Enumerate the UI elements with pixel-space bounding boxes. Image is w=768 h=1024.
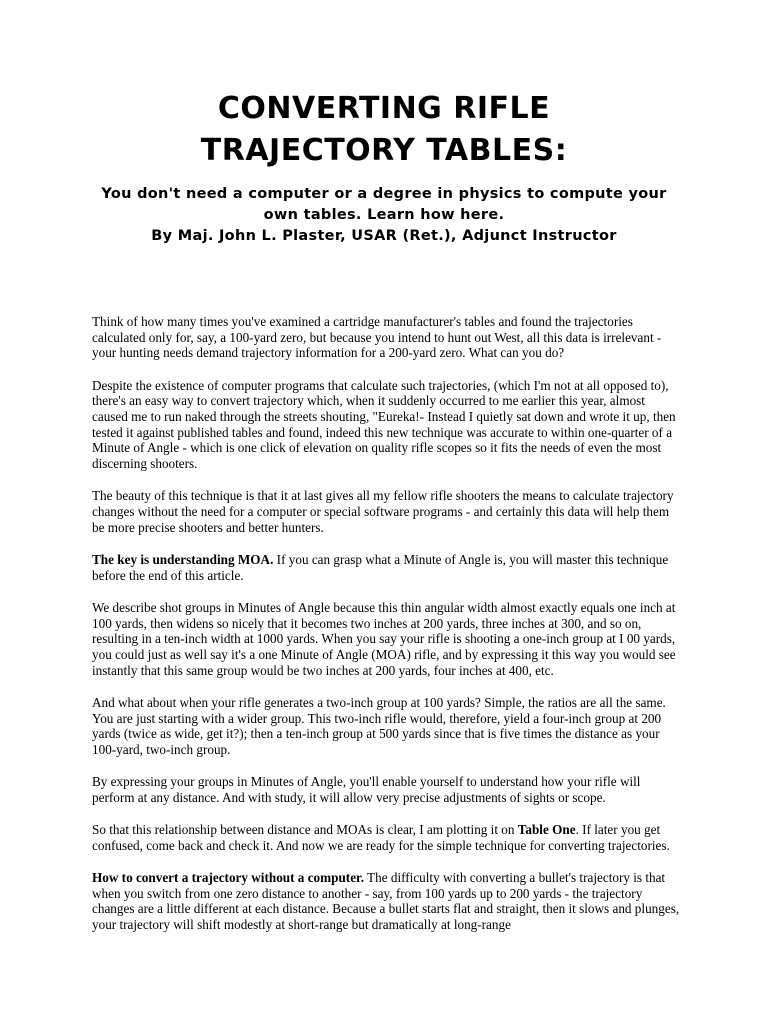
paragraph-9 xyxy=(92,870,680,933)
article-subtitle xyxy=(80,184,688,247)
paragraph-5: We describe shot groups in Minutes of Angle because this thin angular width almost exactly equals one inch at 100 yards, then widens so nicely that it becomes two inches at 200 yards, three inches at 300, and so on, resulting in a ten-inch width at 1000 yards. When you say your rifle is shooting a one-inch group at I 00 yards, you could just as well say it's a one Minute of Angle (MOA) rifle, and by expressing it this way you would see instantly that this same group would be two inches at 200 yards, four inches at 400, etc. xyxy=(92,599,676,678)
article-body xyxy=(92,314,680,949)
paragraph-1: Think of how many times you've examined a cartridge manufacturer's tables and found the trajectories calculated only for, say, a 100-yard zero, but because you intend to hunt out West, all this data is irrelevant - your hunting needs demand trajectory information for a 200-yard zero. What can you do? xyxy=(92,314,662,361)
title-line-1: CONVERTING RIFLE xyxy=(217,91,551,126)
paragraph-8-text-a: So that this relationship between distance and MOAs is clear, I am plotting it on xyxy=(92,822,518,838)
paragraph-9-lead: How to convert a trajectory without a computer. xyxy=(92,869,364,885)
author-byline: By Maj. John L. Plaster, USAR (Ret.), Adjunct Instructor xyxy=(151,228,617,244)
paragraph-9-text: The difficulty with converting a bullet's trajectory is that when you switch from one zero distance to another - say, from 100 yards up to 200 yards - the trajectory changes are a little different at each distance. Because a bullet starts flat and straight, then it slows and plunges, your trajectory will shift modestly at short-range but dramatically at long-range xyxy=(92,869,680,933)
paragraph-3: The beauty of this technique is that it at last gives all my fellow rifle shooters the means to calculate trajectory changes without the need for a computer or special software programs - and certainly this data will help them be more precise shooters and better hunters. xyxy=(92,488,674,535)
paragraph-6: And what about when your rifle generates a two-inch group at 100 yards? Simple, the ratios are all the same. You are just starting with a wider group. This two-inch rifle would, therefore, yield a four-inch group at 200 yards (twice as wide, get it?); then a ten-inch group at 500 yards since that is five times the distance as your 100-yard, two-inch group. xyxy=(92,694,666,757)
title-line-2: TRAJECTORY TABLES: xyxy=(200,133,568,168)
table-one-reference: Table One xyxy=(517,822,576,838)
paragraph-8-text-b: . If later you get confused, come back and check it. And now we are ready for the simple technique for converting trajectories. xyxy=(92,822,670,853)
subtitle-line-2: own tables. Learn how here. xyxy=(263,207,505,223)
paragraph-8 xyxy=(92,822,680,853)
paragraph-4-lead: The key is understanding MOA. xyxy=(92,551,274,567)
paragraph-4 xyxy=(92,552,680,583)
paragraph-7: By expressing your groups in Minutes of Angle, you'll enable yourself to understand how your rifle will perform at any distance. And with study, it will allow very precise adjustments of sights or scope. xyxy=(92,774,641,805)
paragraph-2: Despite the existence of computer programs that calculate such trajectories, (which I'm not at all opposed to), there's an easy way to convert trajectory which, when it suddenly occurred to me earlier this year, almost caused me to run naked through the streets shouting, "Eureka!- Instead I quietly sat down and wrote it up, then tested it against published tables and found, indeed this new technique was accurate to within one-quarter of a Minute of Angle - which is one click of elevation on quality rifle scopes so it fits the needs of even the most discerning shooters. xyxy=(92,377,676,472)
paragraph-4-text: If you can grasp what a Minute of Angle is, you will master this technique before the end of this article. xyxy=(92,551,669,583)
subtitle-line-1: You don't need a computer or a degree in physics to compute your xyxy=(101,186,667,202)
article-title xyxy=(0,88,768,172)
